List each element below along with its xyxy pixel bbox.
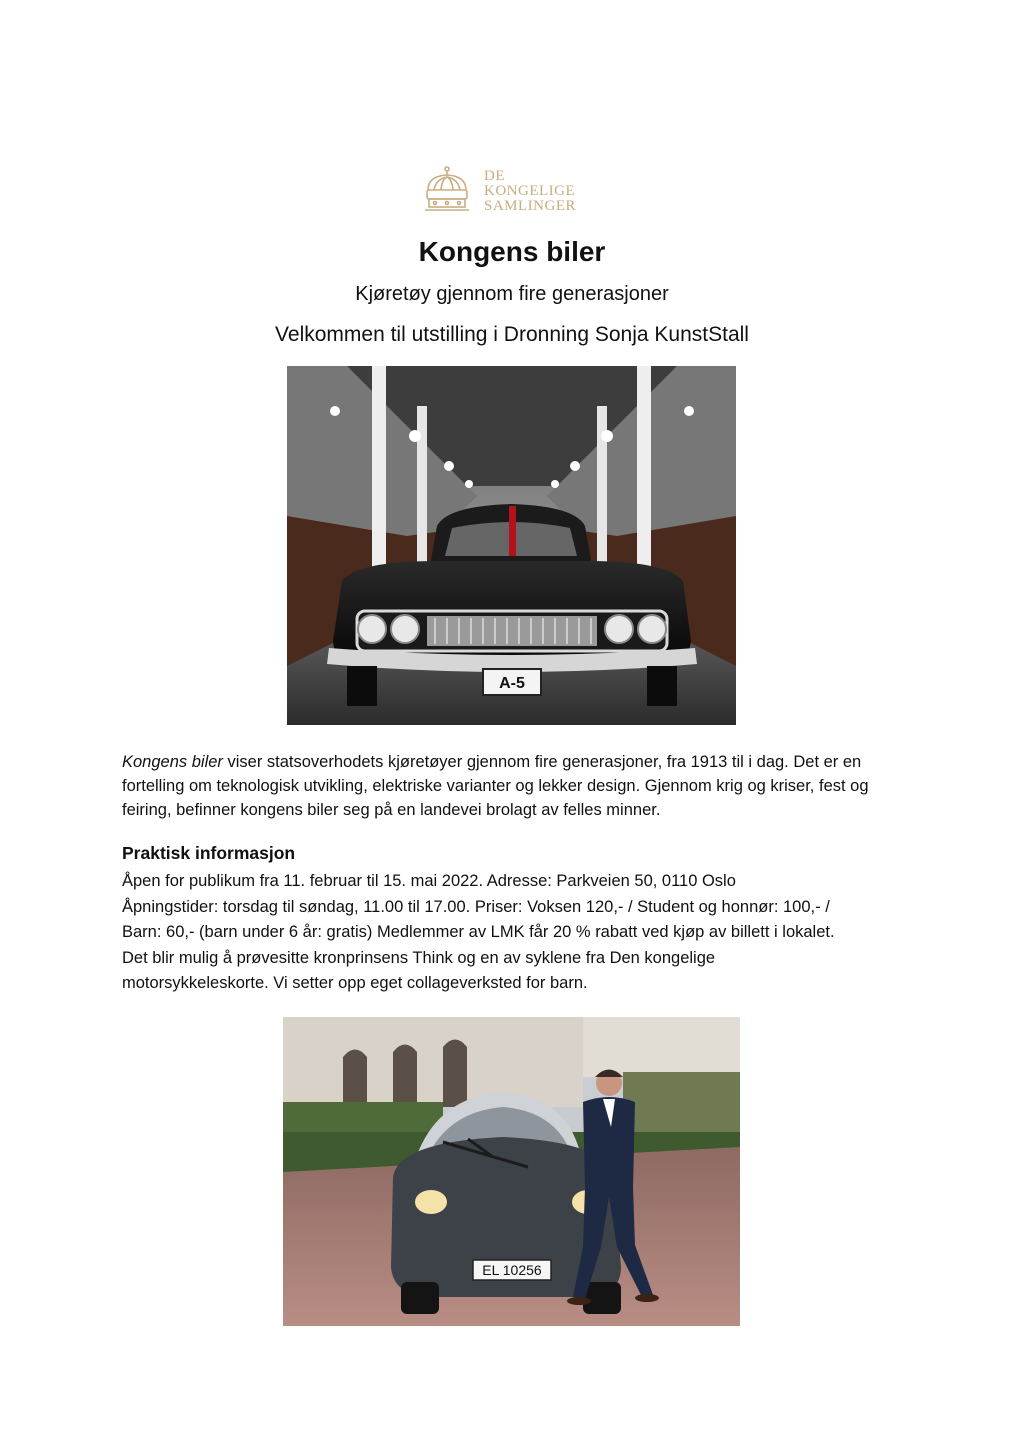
page-title: Kongens biler <box>418 236 606 267</box>
practical-info-text <box>122 869 912 997</box>
welcome-line: Velkommen til utstilling i Dronning Sonja KunstStall <box>275 323 749 346</box>
crown-prince-photo <box>283 1017 740 1326</box>
practical-info-heading: Praktisk informasjon <box>122 843 296 863</box>
info-line: Åpningstider: torsdag til søndag, 11.00 til 17.00. Priser: Voksen 120,- / Student og honnør: 100,- / <box>122 897 830 916</box>
info-line: Barn: 60,- (barn under 6 år: gratis) Medlemmer av LMK får 20 % rabatt ved kjøp av billett i lokalet. <box>122 923 835 941</box>
intro-text: viser statsoverhodets kjøretøyer gjennom fire generasjoner, fra 1913 til i dag. Det er en fortelling om teknologisk utvikling, elektriske varianter og lekker design. Gjennom krig og kriser, fest og feiring, befinner kongens biler seg på en landevei brolagt av felles minner. <box>122 753 869 819</box>
limousine-photo <box>287 366 736 725</box>
limousine-plate: A-5 <box>499 675 525 692</box>
intro-italic-lead: Kongens biler <box>122 753 223 771</box>
page-subtitle: Kjøretøy gjennom fire generasjoner <box>355 283 669 305</box>
logo-wordmark <box>484 169 576 214</box>
info-line: Det blir mulig å prøvesitte kronprinsens Think og en av syklene fra Den kongelige <box>122 948 716 967</box>
intro-paragraph <box>122 750 912 822</box>
info-line: Åpen for publikum fra 11. februar til 15. mai 2022. Adresse: Parkveien 50, 0110 Oslo <box>122 872 736 890</box>
logo-line-3: SAMLINGER <box>484 197 577 214</box>
logo-line-1: DE <box>484 167 505 184</box>
think-plate: EL 10256 <box>482 1262 542 1278</box>
crown-icon <box>420 164 474 218</box>
logo-line-2: KONGELIGE <box>484 182 576 199</box>
info-line: motorsykkeleskorte. Vi setter opp eget collageverksted for barn. <box>122 974 588 992</box>
logo <box>420 163 590 219</box>
